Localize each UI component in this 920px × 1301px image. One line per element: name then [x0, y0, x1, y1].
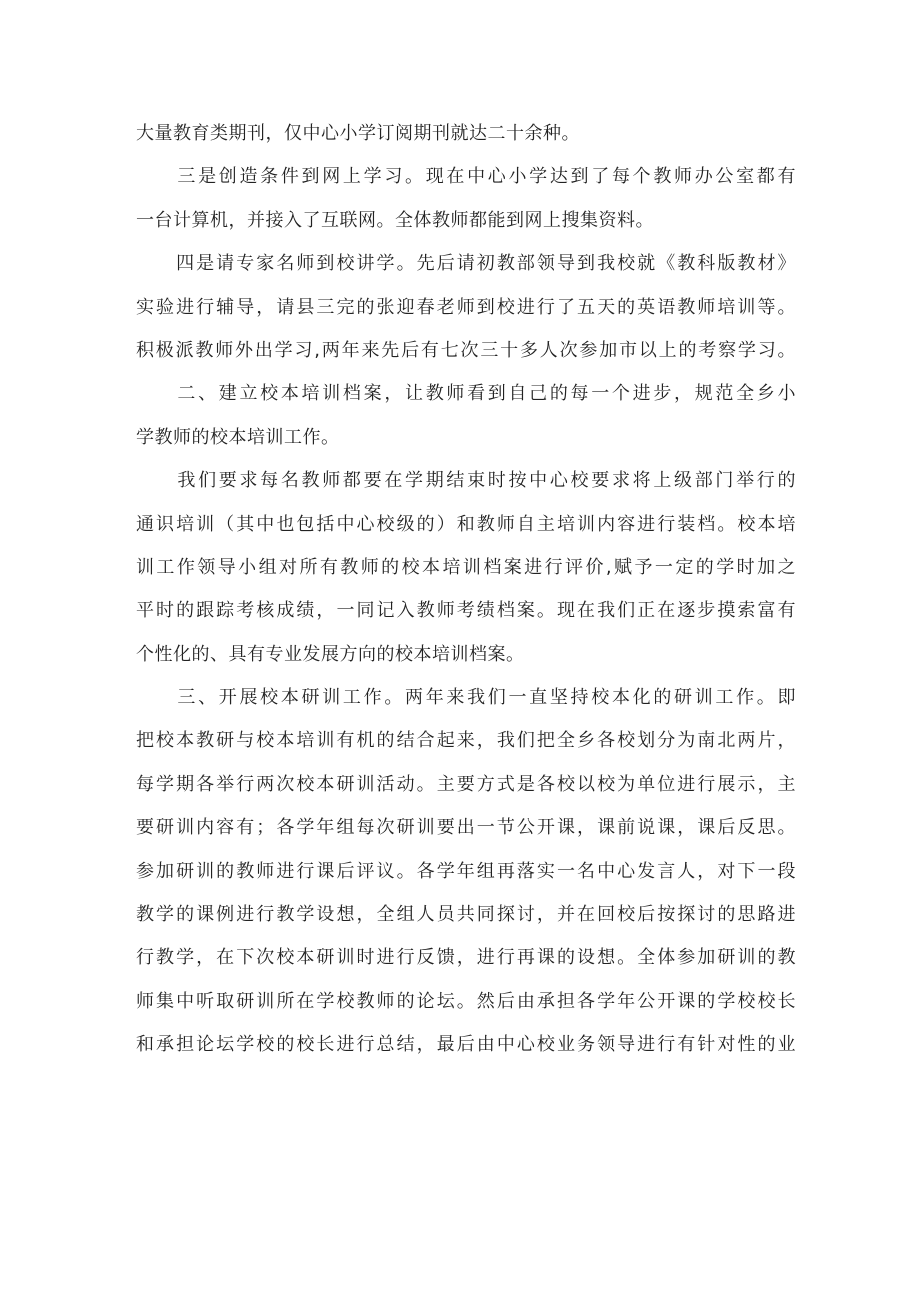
text-line: 二、建立校本培训档案，让教师看到自己的每一个进步，规范全乡小: [136, 383, 796, 405]
text-line: 把校本教研与校本培训有机的结合起来，我们把全乡各校划分为南北两片，: [136, 730, 796, 752]
text-line: 学教师的校本培训工作。: [136, 426, 340, 448]
text-line: 大量教育类期刊，仅中心小学订阅期刊就达二十余种。: [136, 123, 580, 144]
document-body: [136, 112, 796, 1067]
text-line: 三是创造条件到网上学习。现在中心小学达到了每个教师办公室都有: [136, 166, 796, 188]
text-line: 一台计算机，并接入了互联网。全体教师都能到网上搜集资料。: [136, 209, 654, 231]
text-line: 教学的课例进行教学设想，全组人员共同探讨，并在回校后按探讨的思路进: [136, 904, 796, 926]
text-line: 行教学，在下次校本研训时进行反馈，进行再课的设想。全体参加研训的教: [136, 947, 796, 969]
text-line: 个性化的、具有专业发展方向的校本培训档案。: [136, 643, 525, 665]
text-line: 师集中听取研训所在学校教师的论坛。然后由承担各学年公开课的学校校长: [136, 990, 796, 1012]
text-line: 每学期各举行两次校本研训活动。主要方式是各校以校为单位进行展示，主: [136, 773, 796, 795]
text-line: 要研训内容有；各学年组每次研训要出一节公开课，课前说课，课后反思。: [136, 817, 796, 839]
text-line: 平时的跟踪考核成绩，一同记入教师考绩档案。现在我们正在逐步摸索富有: [136, 600, 796, 622]
text-line: 参加研训的教师进行课后评议。各学年组再落实一名中心发言人，对下一段: [136, 860, 796, 882]
text-line: 我们要求每名教师都要在学期结束时按中心校要求将上级部门举行的: [136, 470, 796, 492]
text-line: 通识培训（其中也包括中心校级的）和教师自主培训内容进行装档。校本培: [136, 513, 796, 535]
text-line: 训工作领导小组对所有教师的校本培训档案进行评价,赋予一定的学时加之: [136, 556, 796, 578]
text-line: 三、开展校本研训工作。两年来我们一直坚持校本化的研训工作。即: [136, 687, 796, 709]
text-line: 积极派教师外出学习,两年来先后有七次三十多人次参加市以上的考察学习。: [136, 339, 796, 361]
text-line: 四是请专家名师到校讲学。先后请初教部领导到我校就《教科版教材》: [136, 253, 796, 275]
text-line: 和承担论坛学校的校长进行总结，最后由中心校业务领导进行有针对性的业: [136, 1034, 796, 1056]
text-line: 实验进行辅导，请县三完的张迎春老师到校进行了五天的英语教师培训等。: [136, 296, 796, 318]
